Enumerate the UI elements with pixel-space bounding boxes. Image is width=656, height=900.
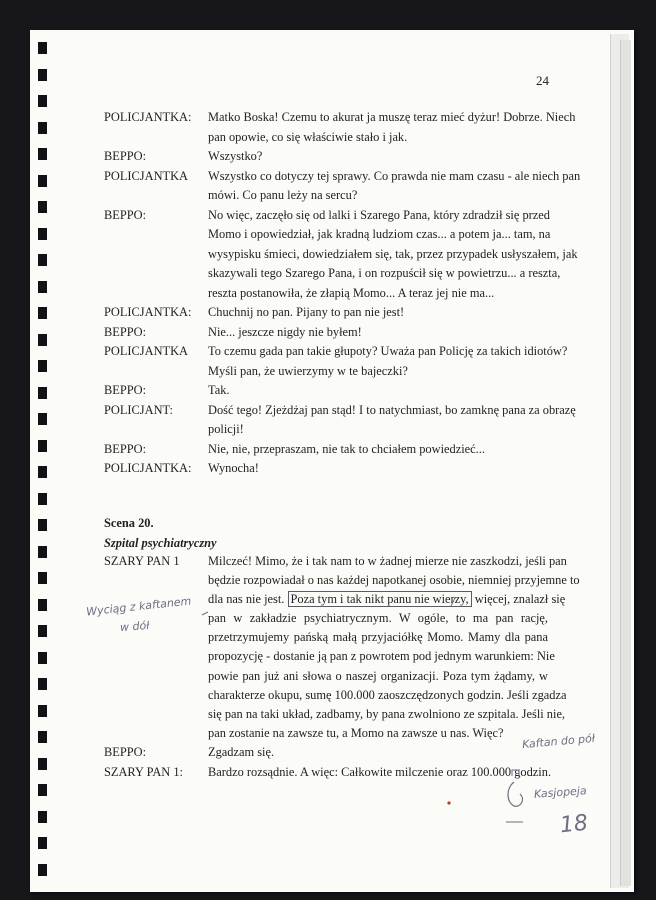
dialogue-line: będzie rozpowiadał o nas każdej napotkanej osobie, niemniej przyjemne to <box>208 573 580 587</box>
dialogue-line: charakterze okupu, sumę 100.000 zaoszczędzonych godzin. Jeśli zgadza <box>208 687 567 702</box>
handwritten-margin-note: Wyciąg z kaftanem <box>85 594 192 619</box>
dialogue-line: Dość tego! Zjeżdżaj pan stąd! I to natychmiast, bo zamknę pana za obrazę <box>208 402 576 417</box>
dialogue-line: Momo i opowiedział, jak kradną ludziom czas... a potem ja... tam, na <box>208 227 551 241</box>
speaker-name: POLICJANTKA: <box>104 305 192 319</box>
dialogue-line: Milczeć! Mimo, że i tak nam to w żadnej mierze nie zaszkodzi, jeśli pan <box>208 554 567 568</box>
boxed-annotation-text: Poza tym i tak nikt panu nie wierzy, <box>288 591 472 607</box>
dialogue-line: mówi. Co panu leży na sercu? <box>208 188 358 202</box>
margin-arrow-mark <box>202 612 208 615</box>
dialogue-line: propozycję - dostanie ją pan z powrotem pod jednym warunkiem: Nie <box>208 649 555 664</box>
scene-title: Scena 20. <box>104 516 154 530</box>
handwritten-page-number: 18 <box>558 810 590 839</box>
red-dot-mark <box>447 801 450 804</box>
dialogue-line: pan w zakładzie psychiatrycznym. W ogóle, to ma pan rację, <box>208 611 548 625</box>
dialogue-line: No więc, zaczęło się od lalki i Szarego Pana, który zdradził się przed <box>208 207 550 222</box>
speaker-name: BEPPO: <box>104 207 147 222</box>
speaker-name: POLICJANTKA <box>104 344 188 358</box>
speaker-name: BEPPO: <box>104 383 147 397</box>
dialogue-line: pan zostanie na zawsze tu, a Momo na zawsze u nas. Więc? <box>208 726 504 741</box>
speaker-name: POLICJANTKA <box>104 168 188 183</box>
speaker-name: BEPPO: <box>104 745 147 759</box>
dialogue-line: wysypisku śmieci, dowiedziałem się, tak, przez przypadek usłyszałem, jak <box>208 246 578 261</box>
dialogue-line: To czemu gada pan takie głupoty? Uważa pan Policję za takich idiotów? <box>208 344 568 358</box>
speaker-name: SZARY PAN 1: <box>104 765 183 779</box>
dialogue-line: Wszystko co dotyczy tej sprawy. Co prawda nie mam czasu - ale niech pan <box>208 168 581 183</box>
dialogue-line: Nie... jeszcze nigdy nie byłem! <box>208 324 362 339</box>
dialogue-line: Myśli pan, że uwierzymy w te bajeczki? <box>208 363 408 378</box>
speaker-name: BEPPO: <box>104 149 147 163</box>
dialogue-line: reszta postanowiła, że złapią Momo... A teraz jej nie ma... <box>208 285 495 300</box>
dialogue-line: przetrzymujemy pańską małą przyjaciółkę Momo. Mamy dla pana <box>208 630 548 645</box>
dialogue-line: Tak. <box>208 383 230 397</box>
bracket-mark <box>512 770 519 778</box>
speaker-name: SZARY PAN 1 <box>104 554 180 568</box>
speaker-name: BEPPO: <box>104 441 147 456</box>
dialogue-line: Wynocha! <box>208 461 259 475</box>
dialogue-line: Chuchnij no pan. Pijany to pan nie jest! <box>208 305 405 319</box>
dialogue-line: policji! <box>208 422 244 436</box>
dialogue-line: skazywali tego Szarego Pana, i on rozpuścił się w powietrzu... a reszta, <box>208 266 561 280</box>
handwritten-note: Kaftan do pół <box>521 731 596 752</box>
scene-subtitle: Szpital psychiatryczny <box>104 536 217 550</box>
handwritten-margin-note: w dół <box>119 618 150 635</box>
dialogue-line: Matko Boska! Czemu to akurat ja muszę teraz mieć dyżur! Dobrze. Niech <box>208 110 576 124</box>
page-number: 24 <box>536 73 549 88</box>
dialogue-line: Zgadzam się. <box>208 745 275 759</box>
dialogue-line: Nie, nie, przepraszam, nie tak to chciałem powiedzieć... <box>208 441 485 456</box>
handwritten-note: Kasjopeja <box>533 784 588 801</box>
signature-scribble <box>508 782 522 806</box>
speaker-name: BEPPO: <box>104 324 147 339</box>
speaker-name: POLICJANTKA: <box>104 110 192 124</box>
dialogue-line: powie pan już ani słowa o naszej organizacji. Poza tym żądamy, w <box>208 668 548 683</box>
dialogue-line: Wszystko? <box>208 149 263 163</box>
dialogue-line: Bardzo rozsądnie. A więc: Całkowite milczenie oraz 100.000 godzin. <box>208 765 552 779</box>
dialogue-text: dla nas nie jest. <box>208 592 285 606</box>
speaker-name: POLICJANT: <box>104 402 173 417</box>
boxed-text-tick <box>451 598 455 606</box>
dialogue-line: się pan na taki układ, zadbamy, by pana zwolniono ze szpitala. Jeśli nie, <box>208 707 566 721</box>
dialogue-line: pan opowie, co się właściwie stało i jak. <box>208 129 408 144</box>
speaker-name: POLICJANTKA: <box>104 461 192 475</box>
dialogue-text: więcej, znalazł się <box>474 592 566 606</box>
